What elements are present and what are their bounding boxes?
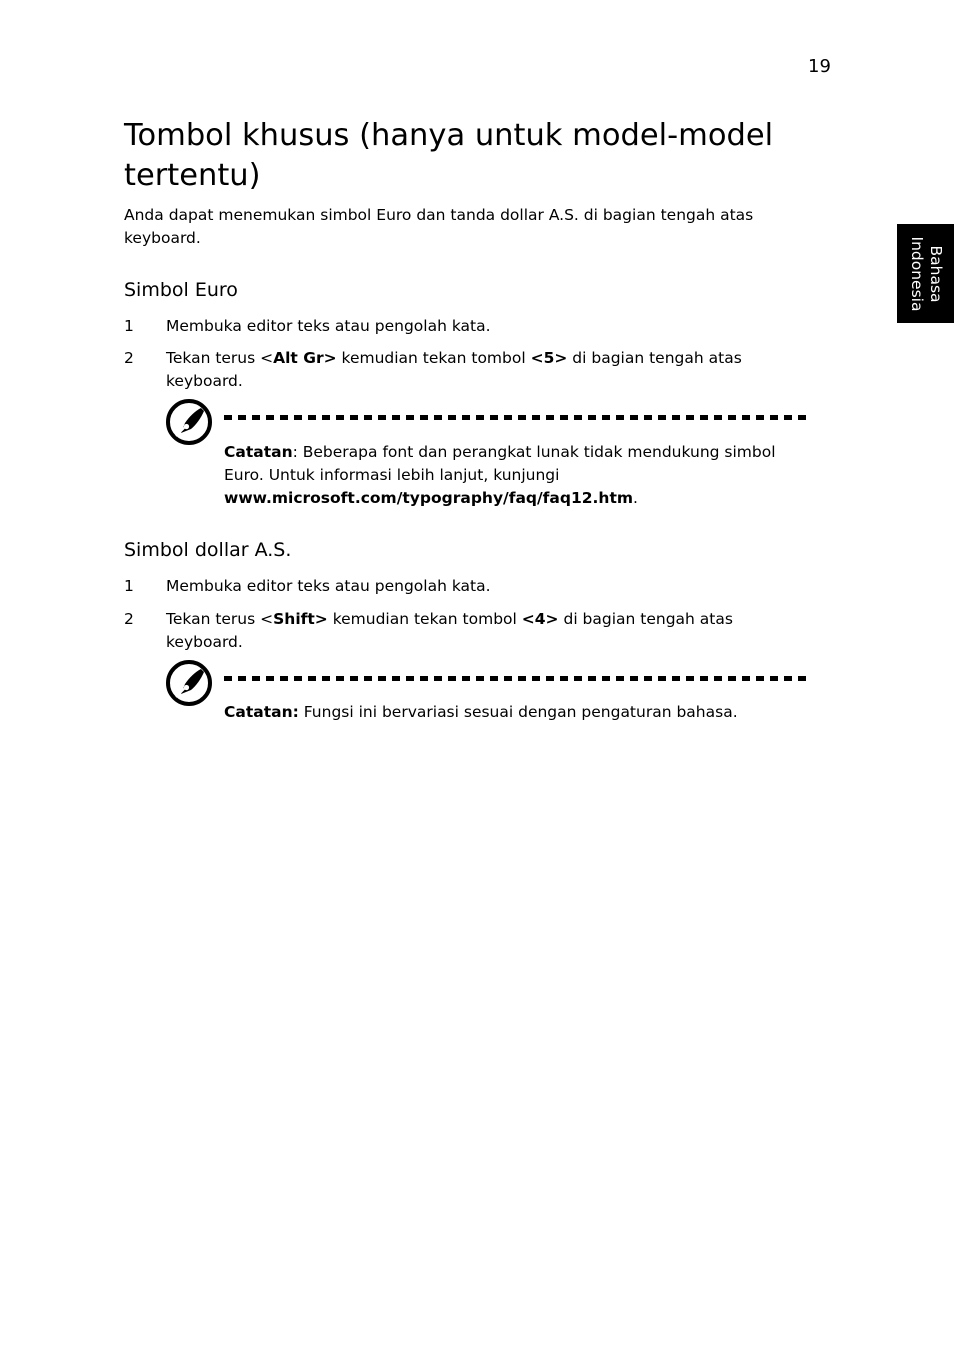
key-5: <5> bbox=[530, 349, 568, 367]
side-tab-line1: Bahasa bbox=[926, 244, 945, 303]
euro-step-2 bbox=[124, 347, 814, 393]
key-shift: Shift> bbox=[273, 610, 328, 628]
euro-step-1 bbox=[124, 315, 814, 338]
note-text: Catatan: Fungsi ini bervariasi sesuai dengan pengaturan bahasa. bbox=[224, 703, 738, 721]
side-tab-label bbox=[907, 236, 945, 311]
note-dotted-rule bbox=[224, 676, 808, 681]
note-label: Catatan: bbox=[224, 703, 299, 721]
language-side-tab bbox=[897, 224, 954, 323]
step-number: 2 bbox=[124, 610, 134, 628]
step-number: 2 bbox=[124, 349, 134, 367]
step-text: Tekan terus <Shift> kemudian tekan tombol <4> di bagian tengah atas keyboard. bbox=[166, 610, 733, 651]
key-4: <4> bbox=[521, 610, 559, 628]
key-alt-gr: Alt Gr> bbox=[273, 349, 337, 367]
page-title: Tombol khusus (hanya untuk model-model tertentu) bbox=[124, 118, 774, 193]
note-pen-icon bbox=[165, 398, 213, 446]
intro-paragraph: Anda dapat menemukan simbol Euro dan tanda dollar A.S. di bagian tengah atas keyboard. bbox=[124, 206, 754, 247]
dollar-step-1 bbox=[124, 575, 814, 598]
side-tab-line2: Indonesia bbox=[907, 236, 926, 311]
microsoft-url: www.microsoft.com/typography/faq/faq12.htm bbox=[224, 489, 634, 507]
dollar-heading: Simbol dollar A.S. bbox=[124, 539, 292, 561]
note-pen-icon bbox=[165, 659, 213, 707]
step-text: Membuka editor teks atau pengolah kata. bbox=[166, 317, 491, 335]
dollar-step-2 bbox=[124, 608, 814, 654]
euro-heading: Simbol Euro bbox=[124, 279, 238, 301]
step-text: Membuka editor teks atau pengolah kata. bbox=[166, 577, 491, 595]
step-number: 1 bbox=[124, 577, 134, 595]
page-number: 19 bbox=[808, 56, 831, 77]
note-label: Catatan bbox=[224, 443, 293, 461]
step-number: 1 bbox=[124, 317, 134, 335]
note-text: Catatan: Beberapa font dan perangkat lunak tidak mendukung simbol Euro. Untuk informasi lebih lanjut, kunjungi www.microsoft.com/typography/faq/faq12.htm. bbox=[224, 443, 776, 507]
step-text: Tekan terus <Alt Gr> kemudian tekan tombol <5> di bagian tengah atas keyboard. bbox=[166, 349, 742, 390]
note-dotted-rule bbox=[224, 415, 808, 420]
